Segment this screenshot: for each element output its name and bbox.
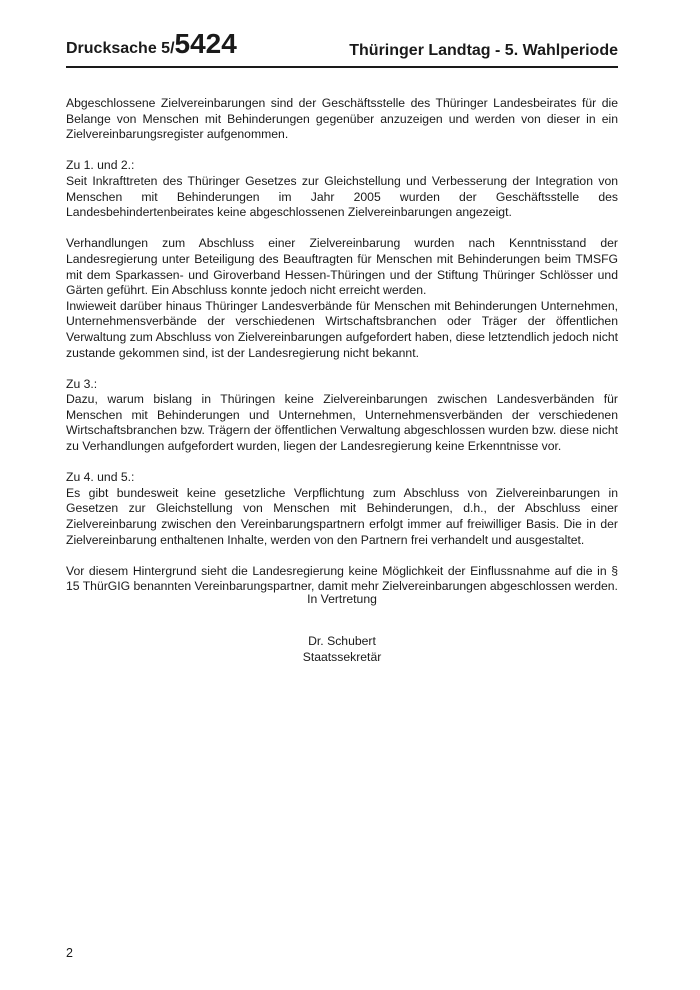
paragraph: Inwieweit darüber hinaus Thüringer Landesverbände für Menschen mit Behinderungen Unternehmen, Unternehmensverbände der verschiedenen Wirtschaftsbranchen oder Träger der öffentlichen Verwaltung zum Abschluss von Zielvereinbarungen aufgefordert haben, diese letztendlich jedoch nicht zustande gekommen sind, ist der Landesregierung nicht bekannt. (66, 298, 618, 360)
answer-block-1-2 (66, 158, 618, 220)
document-number: 5424 (174, 28, 237, 59)
document-prefix: Drucksache 5/ (66, 40, 175, 57)
answer-block-3 (66, 377, 618, 455)
signatory-role: Staatssekretär (302, 649, 382, 664)
paragraph: Dazu, warum bislang in Thüringen keine Zielvereinbarungen zwischen Landesverbänden für Menschen mit Behinderungen und Unternehmen, Unternehmensverbänden der verschiedenen Wirtschaftsbranchen bzw. Trägern der öffentlichen Verwaltung abgeschlossen wurden bzw. diese nicht zu Verhandlungen aufgefordert wurden, liegen der Landesregierung keine Erkenntnisse vor. (66, 392, 618, 454)
section-heading: Zu 1. und 2.: (66, 158, 135, 173)
paragraph: Verhandlungen zum Abschluss einer Zielvereinbarung wurden nach Kenntnisstand der Landesregierung unter Beteiligung des Beauftragten für Menschen mit Behinderungen beim TMSFG mit dem Sparkassen- und Giroverband Hessen-Thüringen und der Stiftung Thüringer Schlösser und Gärten geführt. Ein Abschluss konnte jedoch nicht erreicht werden. (66, 236, 618, 298)
section-heading: Zu 3.: (66, 376, 98, 391)
conclusion-paragraph: Vor diesem Hintergrund sieht die Landesregierung keine Möglichkeit der Einflussnahme auf die in § 15 ThürGIG benannten Vereinbarungspartner, damit mehr Zielvereinbarungen abgeschlossen werden. (66, 563, 618, 594)
intro-paragraph: Abgeschlossene Zielvereinbarungen sind der Geschäftsstelle des Thüringer Landesbeirates für die Belange von Menschen mit Behinderungen gegenüber anzuzeigen und werden von dieser in ein Zielvereinbarungsregister aufgenommen. (66, 96, 618, 142)
header-rule (66, 66, 618, 68)
representation-note: In Vertretung (307, 592, 377, 606)
paragraph: Es gibt bundesweit keine gesetzliche Verpflichtung zum Abschluss von Zielvereinbarungen in Gesetzen zur Gleichstellung von Menschen mit Behinderungen, d.h., der Abschluss einer Zielvereinbarung zwischen den Vereinbarungspartnern erfolgt immer auf freiwilliger Basis. Die in der Zielvereinbarung enthaltenen Inhalte, werden von den Partnern frei verhandelt und ausgestaltet. (66, 485, 618, 547)
parliament-title: Thüringer Landtag - 5. Wahlperiode (349, 42, 618, 59)
section-heading: Zu 4. und 5.: (66, 470, 135, 485)
document-body (66, 96, 618, 611)
page-number: 2 (66, 946, 73, 960)
page-header (66, 28, 618, 68)
answer-block-4-5 (66, 470, 618, 548)
document-reference (66, 28, 237, 60)
paragraph: Seit Inkrafttreten des Thüringer Gesetzes zur Gleichstellung und Verbesserung der Integration von Menschen mit Behinderungen im Jahr 2005 wurden der Geschäftsstelle des Landesbehindertenbeirates keine abgeschlossenen Zielvereinbarungen angezeigt. (66, 173, 618, 220)
negotiation-block (66, 236, 618, 361)
signatory-name: Dr. Schubert (308, 634, 376, 648)
